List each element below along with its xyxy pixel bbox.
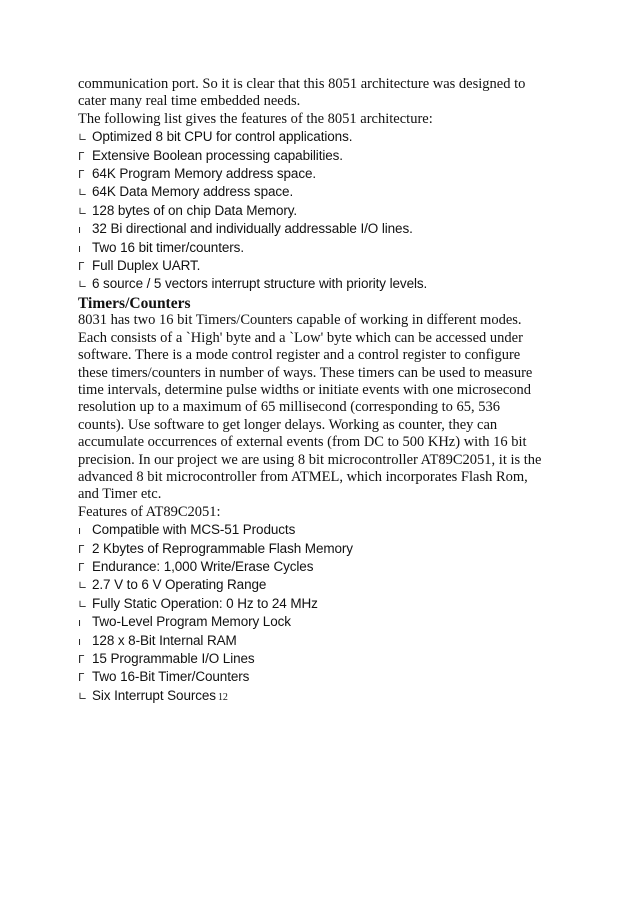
intro-line: The following list gives the features of the 8051 architecture: [78, 110, 433, 127]
paragraph-line: precision. In our project we are using 8 bit microcontroller AT89C2051, it is the [78, 451, 542, 468]
paragraph-line: 8031 has two 16 bit Timers/Counters capable of working in different modes. [78, 312, 522, 329]
list-item-text: Full Duplex UART. [92, 258, 201, 274]
list-item [78, 595, 558, 613]
bullet-glyph: ı [78, 634, 81, 648]
list-item-text: Endurance: 1,000 Write/Erase Cycles [92, 558, 314, 574]
list-item [78, 220, 558, 238]
paragraph-line: these timers/counters in number of ways. These timers can be used to measure [78, 364, 533, 381]
bullet-glyph: ı [78, 616, 81, 630]
list-item [78, 576, 558, 594]
list-item-text: 32 Bi directional and individually addressable I/O lines. [92, 221, 413, 237]
bullet-glyph: ∟ [78, 597, 88, 611]
bullet-glyph: ∟ [78, 579, 88, 593]
list-item-text: 128 x 8-Bit Internal RAM [92, 632, 237, 648]
bullet-glyph: ı [78, 524, 81, 538]
page-number: 12 [217, 691, 228, 703]
bullet-glyph: Γ [78, 260, 85, 274]
list-item [78, 128, 558, 146]
list-item-text: Fully Static Operation: 0 Hz to 24 MHz [92, 595, 318, 611]
list-item [78, 687, 558, 706]
features-at89-list [78, 521, 558, 706]
list-item-text: 6 source / 5 vectors interrupt structure with priority levels. [92, 276, 428, 292]
page-content [78, 76, 558, 706]
list-item [78, 632, 558, 650]
bullet-glyph: Γ [78, 671, 85, 685]
list-item-text: Compatible with MCS-51 Products [92, 522, 296, 538]
intro-line: communication port. So it is clear that this 8051 architecture was designed to [78, 76, 526, 92]
subsection-heading: Features of AT89C2051: [78, 503, 221, 520]
paragraph-line: Each consists of a `High' byte and a `Low' byte which can be accessed under [78, 329, 523, 346]
bullet-glyph: ı [78, 223, 81, 237]
list-item-text: Two 16-Bit Timer/Counters [92, 669, 250, 685]
features-8051-list [78, 128, 558, 294]
list-item [78, 650, 558, 668]
list-item-text: Two-Level Program Memory Lock [92, 614, 291, 630]
bullet-glyph: ∟ [78, 204, 88, 218]
bullet-glyph: Γ [78, 653, 85, 666]
paragraph-line: accumulate occurrences of external events (from DC to 500 KHz) with 16 bit [78, 434, 527, 451]
list-item [78, 183, 558, 201]
list-item-text: 2 Kbytes of Reprogrammable Flash Memory [92, 540, 353, 556]
paragraph-line: counts). Use software to get longer delays. Working as counter, they can [78, 416, 498, 433]
bullet-glyph: ∟ [78, 131, 88, 145]
intro-line: cater many real time embedded needs. [78, 93, 301, 110]
list-item-text: 128 bytes of on chip Data Memory. [92, 202, 298, 218]
paragraph-line: resolution up to a maximum of 65 millisecond (corresponding to 65, 536 [78, 399, 501, 416]
bullet-glyph: Γ [78, 542, 85, 556]
list-item [78, 257, 558, 275]
list-item-text: 2.7 V to 6 V Operating Range [92, 577, 267, 593]
list-item [78, 540, 558, 558]
bullet-glyph: ∟ [78, 278, 88, 292]
bullet-glyph: Γ [78, 149, 85, 163]
timers-paragraph [78, 312, 558, 503]
list-item [78, 165, 558, 183]
bullet-glyph: ı [78, 241, 81, 255]
list-item [78, 613, 558, 631]
list-item [78, 521, 558, 539]
bullet-glyph: ∟ [78, 689, 88, 703]
bullet-glyph: ∟ [78, 186, 88, 200]
list-item-text: 15 Programmable I/O Lines [92, 651, 255, 666]
section-heading: Timers/Counters [78, 294, 191, 312]
list-item [78, 668, 558, 686]
list-item-text: Optimized 8 bit CPU for control applications. [92, 129, 353, 145]
list-item [78, 202, 558, 220]
list-item-text: Two 16 bit timer/counters. [92, 239, 244, 255]
paragraph-line: advanced 8 bit microcontroller from ATMEL, which incorporates Flash Rom, [78, 468, 528, 485]
list-item-text: Extensive Boolean processing capabilities. [92, 147, 343, 163]
bullet-glyph: Γ [78, 560, 85, 574]
paragraph-line: time intervals, determine pulse widths or initiate events with one microsecond [78, 381, 532, 398]
list-item [78, 239, 558, 257]
list-item-text: 64K Program Memory address space. [92, 166, 317, 182]
list-item [78, 147, 558, 165]
list-item-text: 64K Data Memory address space. [92, 184, 294, 200]
list-item [78, 558, 558, 576]
paragraph-line: software. There is a mode control register and a control register to configure [78, 347, 521, 364]
list-item [78, 275, 558, 293]
list-item-text: Six Interrupt Sources [92, 687, 216, 703]
bullet-glyph: Γ [78, 168, 85, 182]
paragraph-line: and Timer etc. [78, 486, 162, 503]
